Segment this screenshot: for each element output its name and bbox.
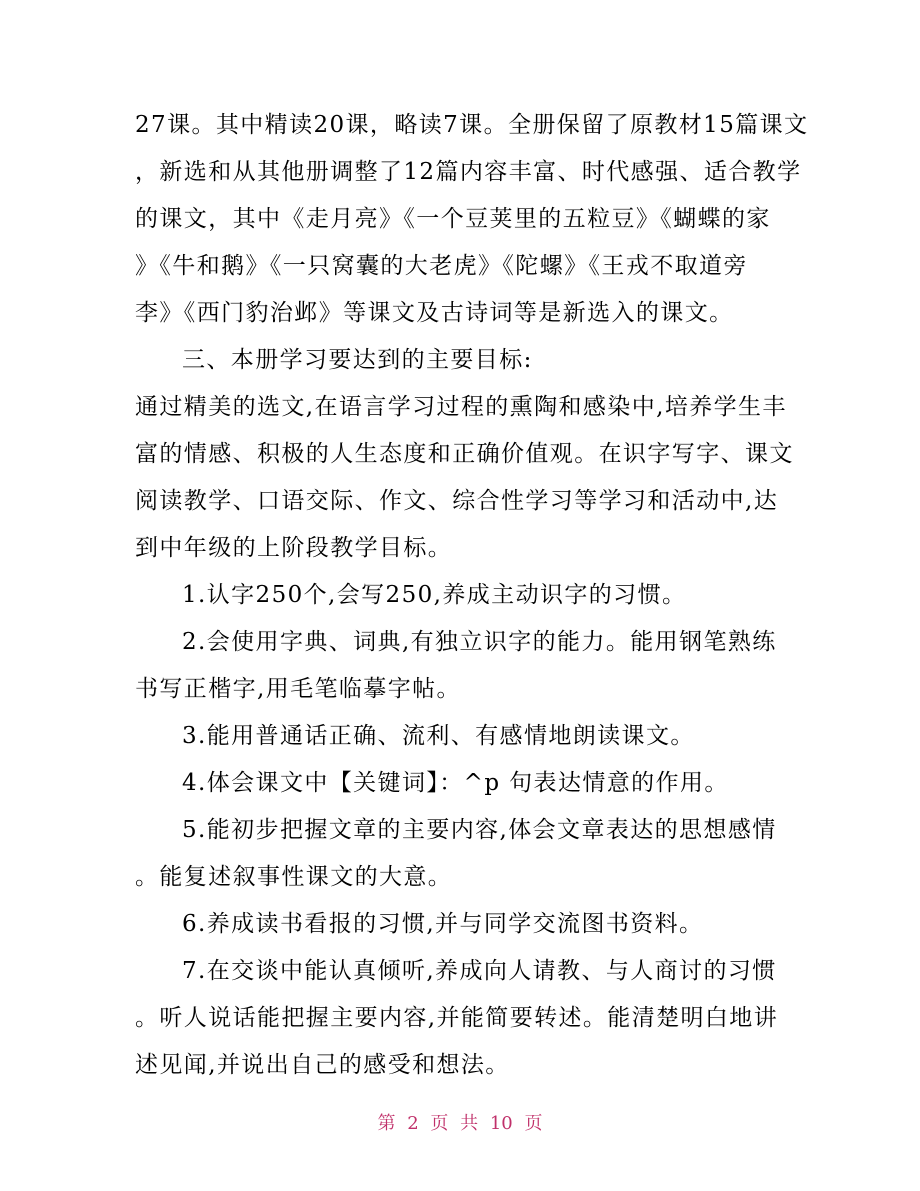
text-line-2: ，新选和从其他册调整了12篇内容丰富、时代感强、适合教学 xyxy=(135,159,802,185)
text-line-9: 阅读教学、口语交际、作文、综合性学习等学习和活动中,达 xyxy=(135,488,779,514)
goal-item-7-cont-2: 述见闻,并说出自己的感受和想法。 xyxy=(135,1052,510,1078)
goal-item-5: 5.能初步把握文章的主要内容,体会文章表达的思想感情 xyxy=(182,817,777,843)
goal-item-1: 1.认字250个,会写250,养成主动识字的习惯。 xyxy=(182,582,687,608)
goal-item-6: 6.养成读书看报的习惯,并与同学交流图书资料。 xyxy=(182,911,704,937)
goal-item-2-cont: 书写正楷字,用毛笔临摹字帖。 xyxy=(135,676,461,702)
section-heading-goals: 三、本册学习要达到的主要目标: xyxy=(182,347,533,373)
text-line-5: 李》《西门豹治邺》等课文及古诗词等是新选入的课文。 xyxy=(135,300,734,326)
goal-item-5-cont: 。能复述叙事性课文的大意。 xyxy=(135,864,453,890)
text-line-10: 到中年级的上阶段教学目标。 xyxy=(135,535,453,561)
goal-item-2: 2.会使用字典、词典,有独立识字的能力。能用钢笔熟练 xyxy=(182,629,777,655)
goal-item-7: 7.在交谈中能认真倾听,养成向人请教、与人商讨的习惯 xyxy=(182,958,777,984)
goal-item-3: 3.能用普通话正确、流利、有感情地朗读课文。 xyxy=(182,723,695,749)
text-line-7: 通过精美的选文,在语言学习过程的熏陶和感染中,培养学生丰 xyxy=(135,394,787,420)
text-line-1: 27课。其中精读20课，略读7课。全册保留了原教材15篇课文 xyxy=(135,112,809,138)
text-line-8: 富的情感、积极的人生态度和正确价值观。在识字写字、课文 xyxy=(135,441,794,467)
text-line-3: 的课文，其中《走月亮》《一个豆荚里的五粒豆》《蝴蝶的家 xyxy=(135,206,771,232)
page-number-footer: 第 2 页 共 10 页 xyxy=(377,1113,543,1134)
goal-item-7-cont: 。听人说话能把握主要内容,并能简要转述。能清楚明白地讲 xyxy=(135,1005,779,1031)
text-line-4: 》《牛和鹅》《一只窝囊的大老虎》《陀螺》《王戎不取道旁 xyxy=(135,253,748,279)
goal-item-4: 4.体会课文中【关键词】：^p 句表达情意的作用。 xyxy=(182,770,729,796)
